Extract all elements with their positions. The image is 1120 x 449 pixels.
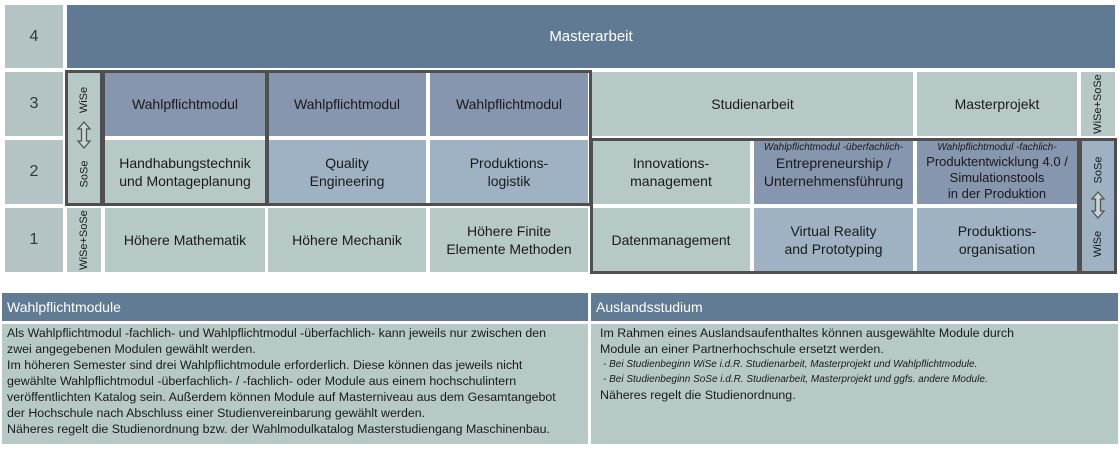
semester-number-4: 4 (5, 5, 63, 68)
wahlpflichtmodule-header: Wahlpflichtmodule (2, 293, 588, 321)
swap-arrow-icon (67, 120, 101, 150)
innovationsmanagement-cell: Innovations- management (592, 140, 750, 204)
wahlpflichtmodul-cell-1: Wahlpflichtmodul (105, 72, 265, 136)
handhabungstechnik-cell: Handhabungstechnik und Montageplanung (105, 140, 265, 204)
swap-arrow-icon (1081, 190, 1115, 220)
wahlpflichtmodule-text: Als Wahlpflichtmodul -fachlich- und Wahlpflichtmodul -überfachlich- kann jeweils nur zwischen den zwei angegebenen Modulen gewählt werden. Im höheren Semester sind drei Wahlpflichtmodule erforderlich. Diese können das jeweils nicht gewählte Wahlpflichtmodul -überfachlich- / -fachlich- oder Module aus einem hochschulintern veröffentlichten Katalog sein. Außerdem können Module auf Masterniveau aus dem Gesamtangebot der Hochschule nach Abschluss einer Studienvereinbarung gewählt werden. Näheres regelt die Studienordnung bzw. der Wahlmodulkatalog Masterstudiengang Maschinenbau. (2, 324, 588, 444)
studienarbeit-cell: Studienarbeit (592, 72, 913, 136)
datenmanagement-cell: Datenmanagement (592, 208, 750, 272)
virtual-reality-cell: Virtual Reality and Prototyping (754, 208, 913, 272)
entrepreneurship-cell: Wahlpflichtmodul -überfachlich- Entrepreneurship / Unternehmensführung (754, 140, 913, 204)
hoehere-finite-elemente-cell: Höhere Finite Elemente Methoden (430, 208, 588, 272)
semester-label-wise-sose-right: WiSe+SoSe (1092, 74, 1104, 134)
masterarbeit-cell: Masterarbeit (67, 5, 1115, 68)
semester-label-wise-right: WiSe (1092, 230, 1104, 258)
hoehere-mechanik-cell: Höhere Mechanik (268, 208, 426, 272)
semester-label-sose-right: SoSe (1091, 156, 1104, 184)
quality-engineering-cell: Quality Engineering (268, 140, 426, 204)
masterprojekt-cell: Masterprojekt (917, 72, 1077, 136)
wahlpflichtmodul-cell-3: Wahlpflichtmodul (430, 72, 588, 136)
produktentwicklung-cell: Wahlpflichtmodul -fachlich- Produktentwicklung 4.0 / Simulationstools in der Produktion (917, 140, 1077, 204)
semester-number-1: 1 (5, 208, 63, 272)
semester-number-3: 3 (5, 72, 63, 136)
semester-number-2: 2 (5, 140, 63, 204)
produktionsorganisation-cell: Produktions- organisation (917, 208, 1077, 272)
hoehere-mathematik-cell: Höhere Mathematik (105, 208, 265, 272)
semester-label-sose-left: SoSe (77, 160, 90, 188)
wahlpflichtmodul-cell-2: Wahlpflichtmodul (268, 72, 426, 136)
semester-label-wise-sose-left: WiSe+SoSe (78, 210, 90, 270)
produktionslogistik-cell: Produktions- logistik (430, 140, 588, 204)
auslandsstudium-text: Im Rahmen eines Auslandsaufenthaltes können ausgewählte Module durch Module an einer Partnerhochschule ersetzt werden. - Bei Studienbeginn WiSe i.d.R. Studienarbeit, Masterprojekt und Wahlpflichtmodule. - Bei Studienbeginn SoSe i.d.R. Studienarbeit, Masterprojekt und ggfs. andere Module. Näheres regelt die Studienordnung. (591, 324, 1118, 444)
semester-label-wise-left: WiSe (78, 86, 90, 114)
auslandsstudium-header: Auslandsstudium (591, 293, 1118, 321)
